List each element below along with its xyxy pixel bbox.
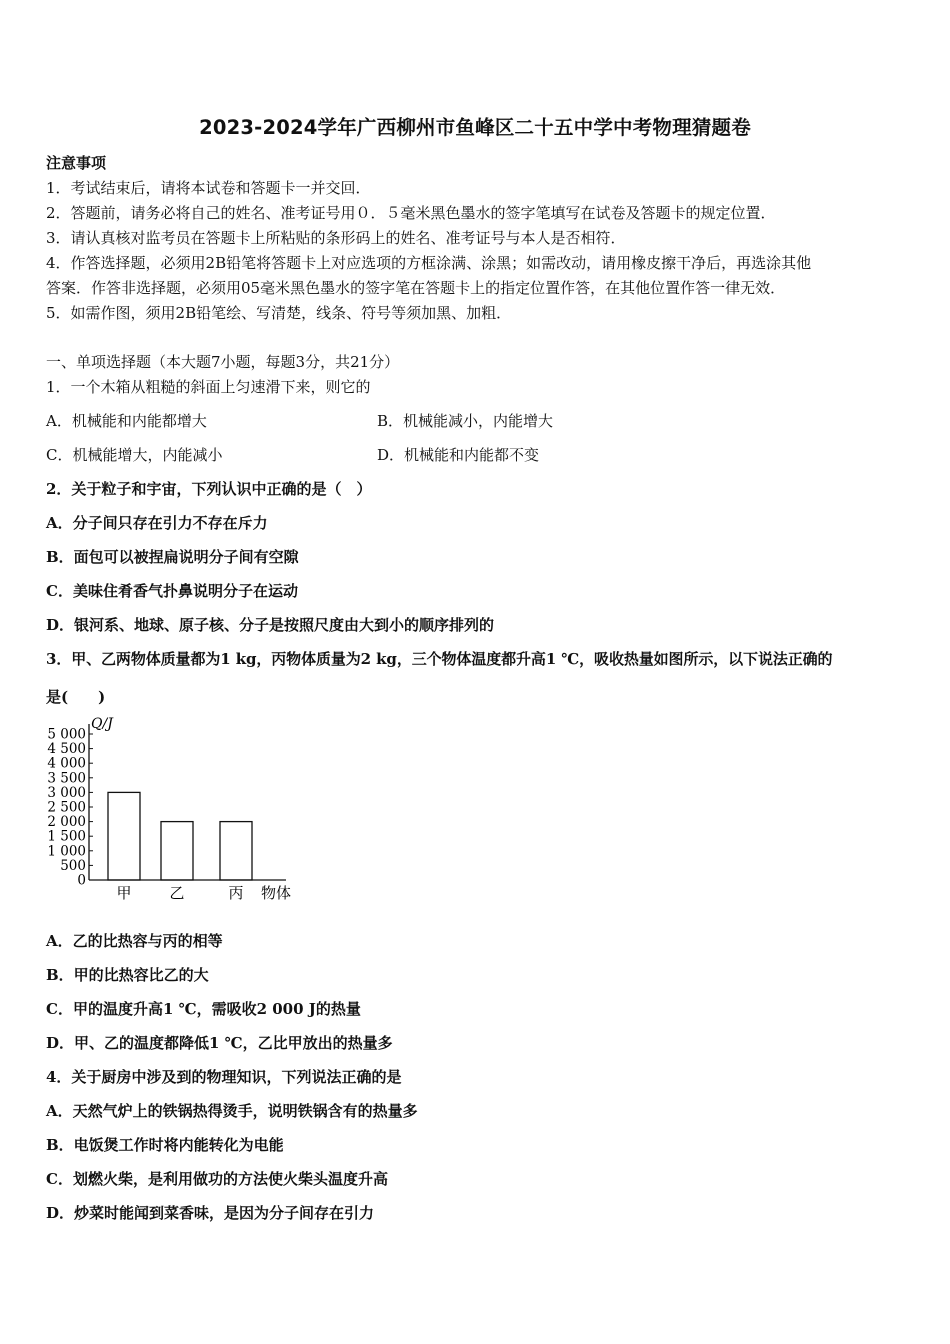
q3-option-c: C．甲的温度升高1 ℃，需吸收2 000 J的热量 [46, 1000, 361, 1018]
y-tick-label: 1 000 [47, 843, 86, 860]
bar-3 [220, 822, 252, 880]
q2-option-a: A．分子间只存在引力不存在斥力 [46, 514, 268, 532]
heat-bar-chart [40, 712, 310, 907]
q1-option-c: C．机械能增大，内能减小 [46, 446, 223, 464]
bar-2 [161, 822, 193, 880]
notice-item: 5．如需作图，须用2B铅笔绘、写清楚，线条、符号等须加黑、加粗． [46, 304, 512, 322]
q2-option-d: D．银河系、地球、原子核、分子是按照尺度由大到小的顺序排列的 [46, 616, 495, 634]
bar-1 [108, 792, 140, 880]
x-tick-label: 丙 [228, 884, 244, 902]
q3-option-d: D．甲、乙的温度都降低1 ℃，乙比甲放出的热量多 [46, 1034, 393, 1052]
y-tick-label: 4 000 [47, 755, 86, 772]
q1-option-d: D．机械能和内能都不变 [377, 446, 540, 464]
q1-option-b: B．机械能减小，内能增大 [377, 412, 554, 430]
notice-item: 2．答题前，请务必将自己的姓名、准考证号用０．５毫米黑色墨水的签字笔填写在试卷及答题卡的规定位置． [46, 204, 776, 222]
notice-item: 答案．作答非选择题，必须用05毫米黑色墨水的签字笔在答题卡上的指定位置作答，在其他位置作答一律无效． [46, 279, 786, 297]
y-tick-label: 0 [77, 872, 86, 889]
notice-item: 4．作答选择题，必须用2B铅笔将答题卡上对应选项的方框涂满、涂黑；如需改动，请用橡皮擦干净后，再选涂其他 [46, 254, 812, 272]
y-axis-label: Q/J [91, 716, 113, 732]
q2-stem: 2．关于粒子和宇宙，下列认识中正确的是（ ） [46, 480, 372, 498]
x-tick-label: 乙 [169, 884, 185, 902]
section-heading: 一、单项选择题（本大题7小题，每题3分，共21分） [46, 353, 400, 371]
y-tick-label: 1 500 [47, 828, 86, 845]
y-tick-label: 4 500 [47, 741, 86, 758]
notice-item: 1．考试结束后，请将本试卷和答题卡一并交回． [46, 179, 371, 197]
q3-option-a: A．乙的比热容与丙的相等 [46, 932, 223, 950]
notice-heading: 注意事项 [46, 154, 107, 172]
q4-option-c: C．划燃火柴，是利用做功的方法使火柴头温度升高 [46, 1170, 388, 1188]
y-tick-label: 500 [60, 857, 86, 874]
notice-item: 3．请认真核对监考员在答题卡上所粘贴的条形码上的姓名、准考证号与本人是否相符． [46, 229, 626, 247]
q1-option-a: A．机械能和内能都增大 [46, 412, 207, 430]
y-tick-label: 5 000 [47, 726, 86, 743]
x-tick-label: 甲 [116, 884, 132, 902]
y-tick-label: 3 500 [47, 770, 86, 787]
q4-stem: 4．关于厨房中涉及到的物理知识，下列说法正确的是 [46, 1068, 402, 1086]
y-tick-label: 2 000 [47, 814, 86, 831]
q1-stem: 1．一个木箱从粗糙的斜面上匀速滑下来，则它的 [46, 378, 371, 396]
q2-option-c: C．美味住肴香气扑鼻说明分子在运动 [46, 582, 298, 600]
page-title: 2023-2024学年广西柳州市鱼峰区二十五中学中考物理猜题卷 [199, 116, 751, 139]
q3-stem-line1: 3．甲、乙两物体质量都为1 kg，丙物体质量为2 kg，三个物体温度都升高1 ℃，吸收热量如图所示，以下说法正确的 [46, 650, 833, 668]
q4-option-a: A．天然气炉上的铁锅热得烫手，说明铁锅含有的热量多 [46, 1102, 418, 1120]
q2-option-b: B．面包可以被捏扁说明分子间有空隙 [46, 548, 299, 566]
q4-option-d: D．炒菜时能闻到菜香味，是因为分子间存在引力 [46, 1204, 375, 1222]
y-tick-label: 2 500 [47, 799, 86, 816]
q4-option-b: B．电饭煲工作时将内能转化为电能 [46, 1136, 284, 1154]
x-axis-label: 物体 [261, 884, 292, 902]
y-tick-label: 3 000 [47, 784, 86, 801]
q3-option-b: B．甲的比热容比乙的大 [46, 966, 209, 984]
q3-stem-line2: 是( ) [46, 688, 106, 706]
